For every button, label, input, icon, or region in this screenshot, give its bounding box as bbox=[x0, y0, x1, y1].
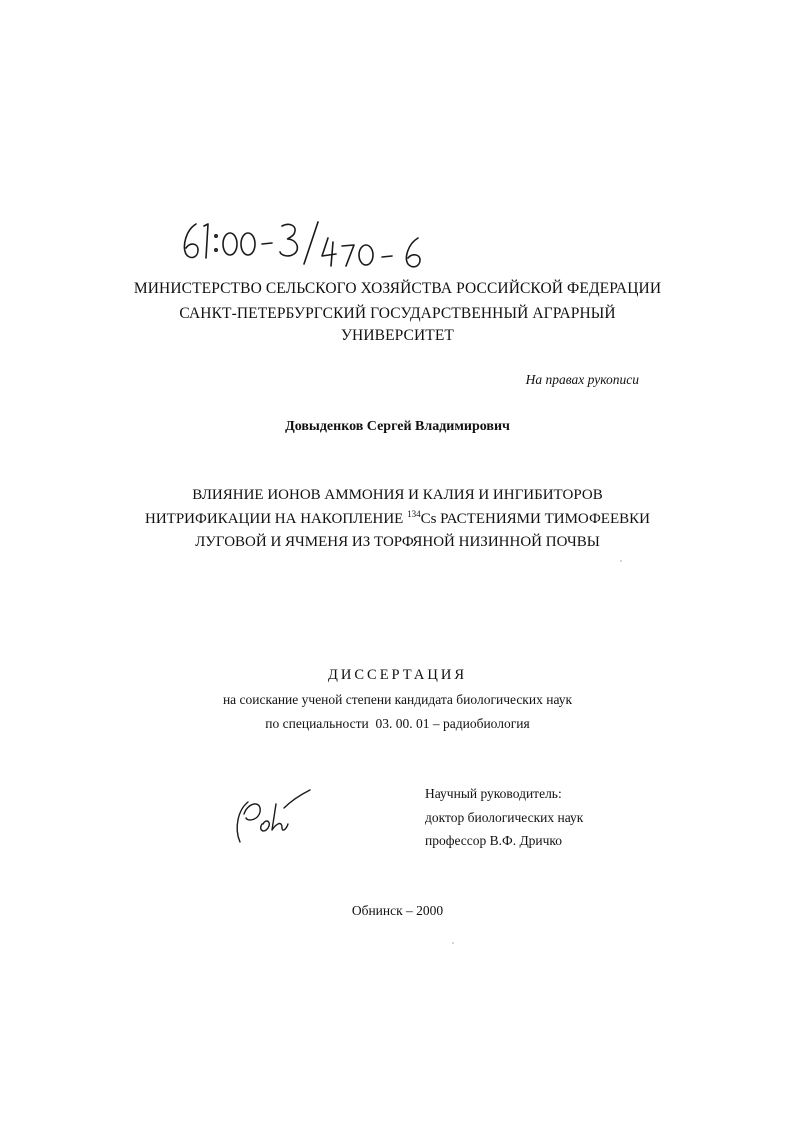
city-year: Обнинск – 2000 bbox=[351, 903, 444, 918]
title-line-1: ВЛИЯНИЕ ИОНОВ АММОНИЯ И КАЛИЯ И ИНГИБИТОРОВ bbox=[192, 487, 603, 503]
handwritten-signature bbox=[228, 784, 318, 854]
author-name: Довыденков Сергей Владимирович bbox=[285, 419, 510, 434]
ministry-line-1: МИНИСТЕРСТВО СЕЛЬСКОГО ХОЗЯЙСТВА РОССИЙСКОЙ ФЕДЕРАЦИИ bbox=[133, 280, 662, 297]
dissertation-degree: на соискание ученой степени кандидата биологических наук bbox=[222, 692, 573, 707]
ministry-line-3: УНИВЕРСИТЕТ bbox=[340, 327, 454, 344]
ministry-line-2: САНКТ-ПЕТЕРБУРГСКИЙ ГОСУДАРСТВЕННЫЙ АГРАРНЫЙ bbox=[179, 305, 616, 322]
scan-speck bbox=[452, 942, 454, 944]
dissertation-specialty: по специальности 03. 00. 01 – радиобиология bbox=[265, 716, 530, 731]
isotope-mass-number: 134 bbox=[407, 509, 421, 519]
supervisor-label: Научный руководитель: bbox=[425, 786, 562, 801]
supervisor-name: профессор В.Ф. Дричко bbox=[425, 833, 563, 848]
scan-speck bbox=[620, 560, 622, 562]
title-line-2 bbox=[0, 511, 795, 528]
title-line-2-end: Cs РАСТЕНИЯМИ ТИМОФЕЕВКИ bbox=[420, 511, 650, 527]
title-line-2-start: НИТРИФИКАЦИИ НА НАКОПЛЕНИЕ bbox=[145, 511, 408, 527]
dissertation-heading: ДИССЕРТАЦИЯ bbox=[327, 667, 468, 683]
handwritten-archive-code bbox=[178, 212, 458, 272]
title-line-3: ЛУГОВОЙ И ЯЧМЕНЯ ИЗ ТОРФЯНОЙ НИЗИННОЙ ПОЧВЫ bbox=[195, 534, 600, 550]
supervisor-degree: доктор биологических наук bbox=[425, 810, 584, 825]
manuscript-rights-note: На правах рукописи bbox=[525, 372, 639, 387]
